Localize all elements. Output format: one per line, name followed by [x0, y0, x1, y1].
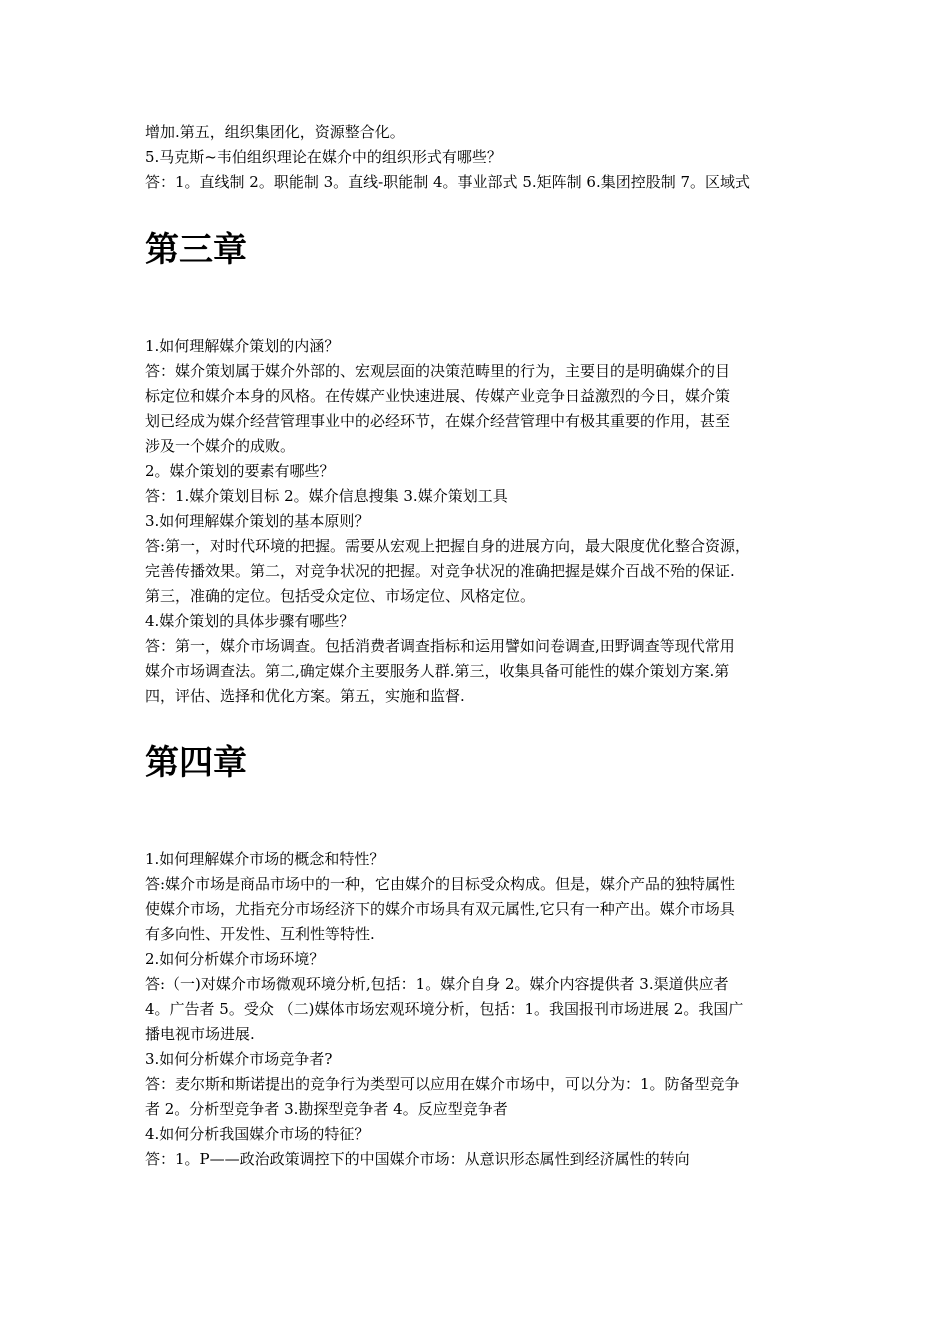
answer-line: 第三，准确的定位。包括受众定位、市场定位、风格定位。: [145, 587, 536, 605]
chapter-4-body: [145, 847, 815, 1172]
answer-line: 答：第一，媒介市场调查。包括消费者调查指标和运用譬如问卷调查,田野调查等现代常用: [145, 637, 735, 655]
answer-line: 完善传播效果。第二，对竞争状况的把握。对竞争状况的准确把握是媒介百战不殆的保证.: [145, 562, 735, 580]
answer-line: 答：媒介策划属于媒介外部的、宏观层面的决策范畴里的行为，主要目的是明确媒介的目: [145, 362, 731, 380]
answer-line: 答：麦尔斯和斯诺提出的竞争行为类型可以应用在媒介市场中，可以分为：1。防备型竞争: [145, 1075, 740, 1093]
answer-line: 答:（一)对媒介市场微观环境分析,包括：1。媒介自身 2。媒介内容提供者 3.渠道供应者: [145, 975, 729, 993]
answer-line: 答：1。直线制 2。职能制 3。直线-职能制 4。事业部式 5.矩阵制 6.集团控股制 7。区域式: [145, 173, 751, 191]
answer-line: 标定位和媒介本身的风格。在传媒产业快速进展、传媒产业竞争日益激烈的今日，媒介策: [145, 387, 731, 405]
question-line: 2。媒介策划的要素有哪些？: [145, 462, 335, 480]
text-line: 增加.第五，组织集团化，资源整合化。: [145, 123, 405, 141]
answer-line: 者 2。分析型竞争者 3.勘探型竞争者 4。反应型竞争者: [145, 1100, 508, 1118]
answer-line: 答:第一，对时代环境的把握。需要从宏观上把握自身的进展方向，最大限度优化整合资源，: [145, 537, 751, 555]
answer-line: 答:媒介市场是商品市场中的一种，它由媒介的目标受众构成。但是，媒介产品的独特属性: [145, 875, 736, 893]
answer-line: 使媒介市场，尤指充分市场经济下的媒介市场具有双元属性,它只有一种产出。媒介市场具: [145, 900, 735, 918]
question-line: 3.如何理解媒介策划的基本原则？: [145, 512, 370, 530]
answer-line: 四，评估、选择和优化方案。第五，实施和监督.: [145, 687, 465, 705]
answer-line: 答：1。P——政治政策调控下的中国媒介市场：从意识形态属性到经济属性的转向: [145, 1150, 690, 1168]
answer-line: 答：1.媒介策划目标 2。媒介信息搜集 3.媒介策划工具: [145, 487, 508, 505]
question-line: 2.如何分析媒介市场环境？: [145, 950, 325, 968]
chapter-4-heading: 第四章: [145, 743, 247, 783]
question-line: 4.媒介策划的具体步骤有哪些？: [145, 612, 355, 630]
document-content: [145, 120, 815, 1172]
chapter-3-body: [145, 334, 815, 709]
answer-line: 播电视市场进展.: [145, 1025, 255, 1043]
question-line: 1.如何理解媒介策划的内涵？: [145, 337, 340, 355]
answer-line: 有多向性、开发性、互利性等特性.: [145, 925, 375, 943]
question-line: 3.如何分析媒介市场竞争者?: [145, 1050, 333, 1068]
answer-line: 4。广告者 5。受众 （二)媒体市场宏观环境分析，包括：1。我国报刊市场进展 2。我国广: [145, 1000, 744, 1018]
answer-line: 涉及一个媒介的成败。: [145, 437, 296, 455]
question-line: 4.如何分析我国媒介市场的特征？: [145, 1125, 370, 1143]
intro-section: [145, 120, 815, 195]
answer-line: 媒介市场调查法。第二,确定媒介主要服务人群.第三，收集具备可能性的媒介策划方案.第: [145, 662, 730, 680]
question-line: 1.如何理解媒介市场的概念和特性？: [145, 850, 385, 868]
question-line: 5.马克斯~韦伯组织理论在媒介中的组织形式有哪些？: [145, 148, 502, 166]
chapter-3-heading: 第三章: [145, 230, 247, 270]
answer-line: 划已经成为媒介经营管理事业中的必经环节，在媒介经营管理中有极其重要的作用，甚至: [145, 412, 731, 430]
